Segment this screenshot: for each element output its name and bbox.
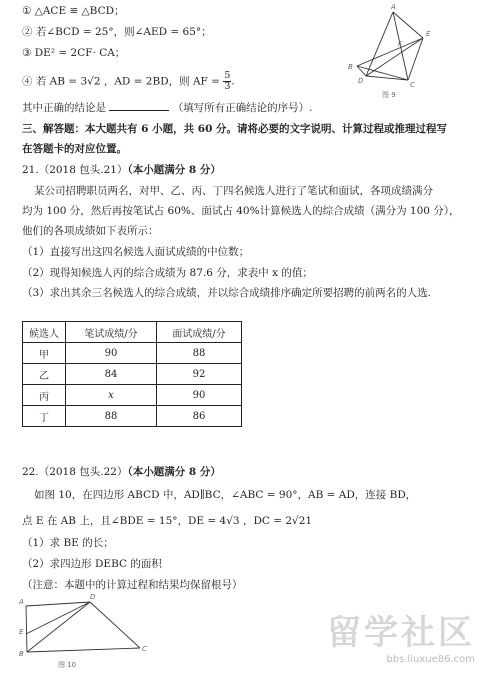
watermark-url: bbs.liuxue86.com <box>386 654 475 665</box>
q22-sub-2: （2）求四边形 DEBC 的面积 <box>22 558 162 570</box>
fig9-line-AD <box>366 12 393 76</box>
q22-paragraph-1: 如图 10，在四边形 ABCD 中，AD∥BC，∠ABC = 90°，AB = AD，连接 BD， <box>34 489 417 501</box>
cell-written: 84 <box>66 364 157 385</box>
fraction-numerator: 5 <box>224 70 231 81</box>
section3-line1: 三、解答题：本大题共有 6 小题，共 60 分。请将必要的文字说明、计算过程或推理过程写 <box>22 123 448 135</box>
section3-line2: 在答题卡的对应位置。 <box>22 143 127 155</box>
fig10-label-C: C <box>142 645 147 653</box>
cell-interview: 90 <box>157 385 242 406</box>
fill-suffix: （填写所有正确结论的序号）. <box>172 102 313 114</box>
fig10-line-DE <box>26 602 90 634</box>
q22-note: （注意：本题中的计算过程和结果均保留根号） <box>22 579 243 591</box>
fig10-line-AD <box>26 602 90 606</box>
cell-candidate: 甲 <box>23 343 66 364</box>
cell-candidate: 丁 <box>23 406 66 427</box>
header-candidate: 候选人 <box>23 322 66 343</box>
fig10-label-D: D <box>90 593 96 601</box>
q21-paragraph-3: 他们的各项成绩如下表所示： <box>22 225 159 237</box>
fraction-denominator: 3 <box>224 81 231 92</box>
header-written: 笔试成绩/分 <box>66 322 157 343</box>
cell-written: x <box>66 385 157 406</box>
fig9-label-C: C <box>410 81 415 89</box>
table-row <box>23 364 242 385</box>
statement-1: ① △ACE ≌ △BCD； <box>22 5 125 17</box>
q21-sub-2: （2）现得知候选人丙的综合成绩为 87.6 分，求表中 x 的值； <box>22 267 313 279</box>
fig9-line-BE <box>357 38 423 66</box>
fig10-label-B: B <box>19 650 24 658</box>
fill-prefix: 其中正确的结论是 <box>22 102 106 114</box>
q21-sub-3: （3）求出其余三名候选人的综合成绩，并以综合成绩排序确定所要招聘的前两名的人选. <box>22 287 432 299</box>
header-interview: 面试成绩/分 <box>157 322 242 343</box>
fig10-caption: 图 10 <box>58 661 77 669</box>
q22-number: 22.（2018 包头.22） <box>22 466 128 478</box>
fig9-label-E: E <box>426 30 431 38</box>
fig9-label-B: B <box>348 63 353 71</box>
figure-10 <box>18 596 158 666</box>
q21-paragraph-2: 均为 100 分，然后再按笔试占 60%、面试占 40%计算候选人的综合成绩（满分为 100 分）， <box>22 205 460 217</box>
fig9-line-DE <box>366 38 423 76</box>
answer-blank[interactable] <box>109 100 169 111</box>
watermark-text: 留学社区 <box>327 613 475 653</box>
fig9-label-D: D <box>358 77 364 85</box>
fig10-line-BD <box>27 602 90 652</box>
q21-heading <box>22 163 221 177</box>
table-row <box>23 343 242 364</box>
cell-interview: 92 <box>157 364 242 385</box>
cell-interview: 88 <box>157 343 242 364</box>
fig10-line-BC <box>27 648 140 652</box>
q22-points: （本小题满分 8 分） <box>127 466 221 478</box>
q21-paragraph-1: 某公司招聘职员两名，对甲、乙、丙、丁四名候选人进行了笔试和面试，各项成绩满分 <box>34 185 433 197</box>
q21-sub-1: （1）直接写出这四名候选人面试成绩的中位数； <box>22 246 250 258</box>
cell-candidate: 乙 <box>23 364 66 385</box>
fig9-label-F: F <box>398 40 403 48</box>
fig10-line-AB <box>26 606 27 652</box>
statement-4-period: . <box>231 75 235 88</box>
cell-interview: 86 <box>157 406 242 427</box>
q21-points: （本小题满分 8 分） <box>127 164 221 176</box>
fig10-label-A: A <box>19 598 24 606</box>
watermark <box>327 605 475 665</box>
q21-number: 21.（2018 包头.21） <box>22 164 128 176</box>
score-table <box>22 321 242 427</box>
fig10-label-E: E <box>19 628 24 636</box>
q22-sub-1: （1）求 BE 的长； <box>22 537 114 549</box>
q22-paragraph-2: 点 E 在 AB 上，且∠BDE = 15°，DE = 4√3 ，DC = 2√21 <box>22 515 313 527</box>
statement-2: ② 若∠BCD = 25°，则∠AED = 65°； <box>22 26 212 38</box>
cell-candidate: 丙 <box>23 385 66 406</box>
table-row <box>23 406 242 427</box>
table-row <box>23 385 242 406</box>
statement-4-text: ④ 若 AB = 3√2 ，AD = 2BD，则 AF = <box>22 75 220 88</box>
answer-fill-line <box>22 100 313 115</box>
q22-heading <box>22 465 221 479</box>
table-header-row <box>23 322 242 343</box>
statement-4 <box>22 71 235 92</box>
statement-3: ③ DE² = 2CF· CA； <box>22 47 126 59</box>
fig10-line-DC <box>90 602 140 648</box>
fig9-line-EC <box>408 38 423 80</box>
fig9-label-A: A <box>391 3 396 11</box>
cell-written: 88 <box>66 406 157 427</box>
cell-written: 90 <box>66 343 157 364</box>
fig9-caption: 图 9 <box>382 91 396 99</box>
